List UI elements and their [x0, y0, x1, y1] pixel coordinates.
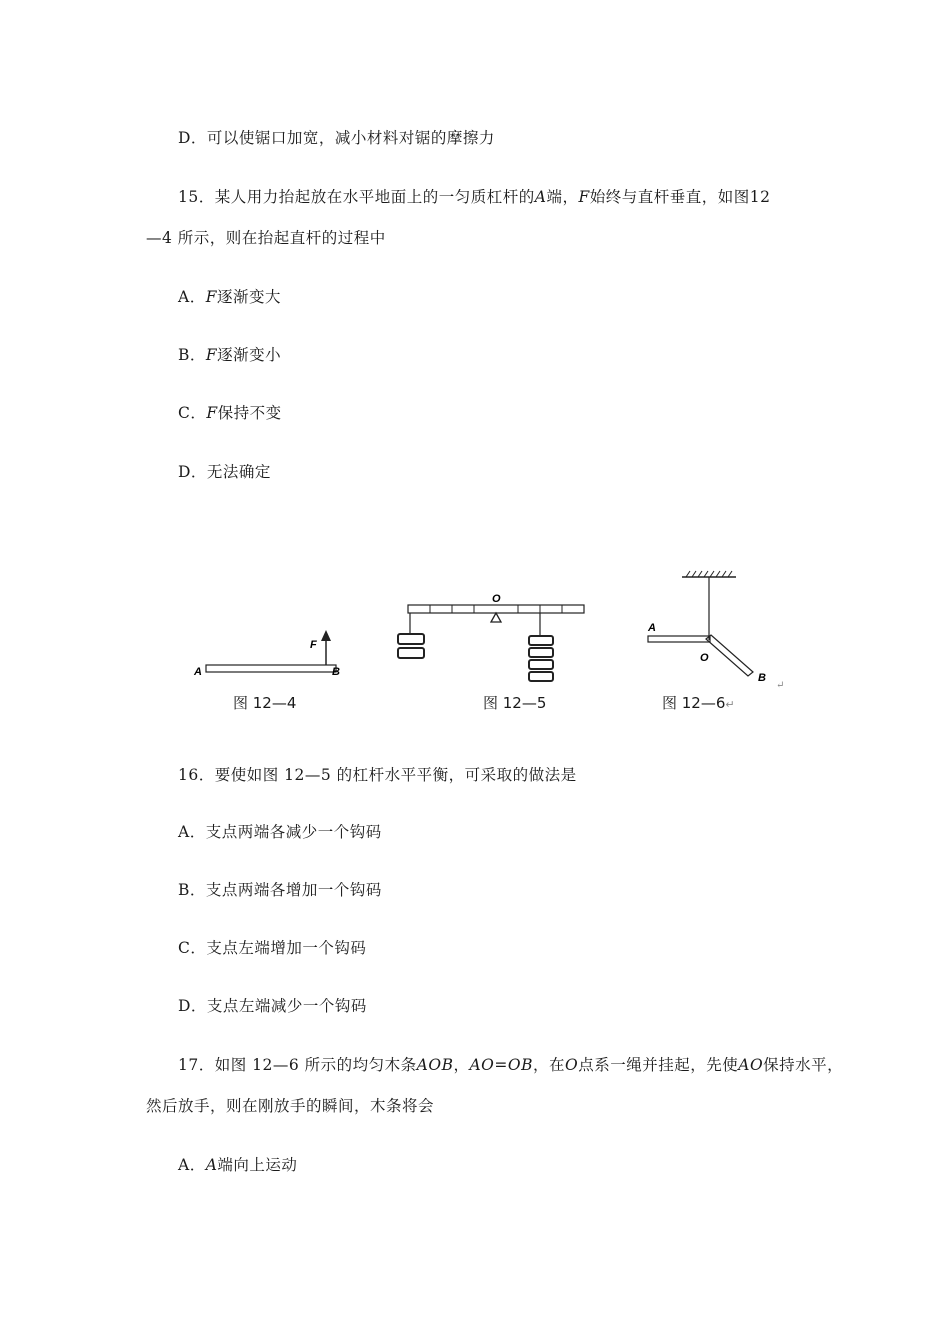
- right-weight-4: [529, 672, 553, 681]
- q16-option-d: D．支点左端减少一个钩码: [178, 997, 367, 1015]
- fig4-label-f: F: [310, 639, 317, 651]
- stick-ob: [706, 635, 753, 676]
- q14-option-d: D．可以使锯口加宽，减小材料对锯的摩擦力: [178, 129, 495, 147]
- right-weight-3: [529, 660, 553, 669]
- q17-option-a: A．A端向上运动: [178, 1156, 298, 1174]
- fulcrum: [491, 613, 501, 622]
- figure-12-5-balance: [390, 588, 600, 688]
- q17-stem-line1: 17．如图 12—6 所示的均匀木条AOB，AO=OB，在O点系一绳并挂起，先使AO保持水平，: [178, 1056, 844, 1074]
- q16-option-b: B．支点两端各增加一个钩码: [178, 881, 382, 899]
- right-weight-2: [529, 648, 553, 657]
- caption-return-mark: ↵: [725, 698, 735, 711]
- left-weight-2: [398, 648, 424, 658]
- lever-rod: [206, 665, 336, 672]
- q15-stem-line2: —4 所示，则在抬起直杆的过程中: [146, 229, 386, 247]
- figure-12-4-caption: 图 12—4: [233, 694, 297, 712]
- left-weight-1: [398, 634, 424, 644]
- figure-12-4-lever: [190, 625, 350, 685]
- figure-12-6-bent-stick: [640, 568, 790, 693]
- q15-stem-line1: 15．某人用力抬起放在水平地面上的一匀质杠杆的A端，F始终与直杆垂直，如图12: [178, 188, 771, 206]
- figure-12-5-caption: 图 12—5: [483, 694, 547, 712]
- fig4-label-a: A: [194, 666, 202, 678]
- q15-option-c: C．F保持不变: [178, 404, 282, 422]
- fig6-label-b: B: [758, 672, 766, 684]
- q15-option-b: B．F逐渐变小: [178, 346, 282, 364]
- q15-option-a: A．F逐渐变大: [178, 288, 281, 306]
- force-arrowhead: [321, 630, 331, 641]
- q17-stem-line2: 然后放手，则在刚放手的瞬间，木条将会: [146, 1097, 435, 1115]
- q15-option-d: D．无法确定: [178, 463, 271, 481]
- fig5-label-o: O: [492, 593, 501, 605]
- fig4-label-b: B: [332, 666, 340, 678]
- stick-ao: [648, 636, 710, 642]
- q16-stem: 16．要使如图 12—5 的杠杆水平平衡，可采取的做法是: [178, 766, 577, 784]
- figure-12-6-caption: 图 12—6↵: [662, 694, 735, 712]
- q16-option-a: A．支点两端各减少一个钩码: [178, 823, 382, 841]
- fig6-return-mark: ↵: [776, 680, 785, 691]
- q16-option-c: C．支点左端增加一个钩码: [178, 939, 367, 957]
- fig6-label-a: A: [648, 622, 656, 634]
- fig6-label-o: O: [700, 652, 709, 664]
- right-weight-1: [529, 636, 553, 645]
